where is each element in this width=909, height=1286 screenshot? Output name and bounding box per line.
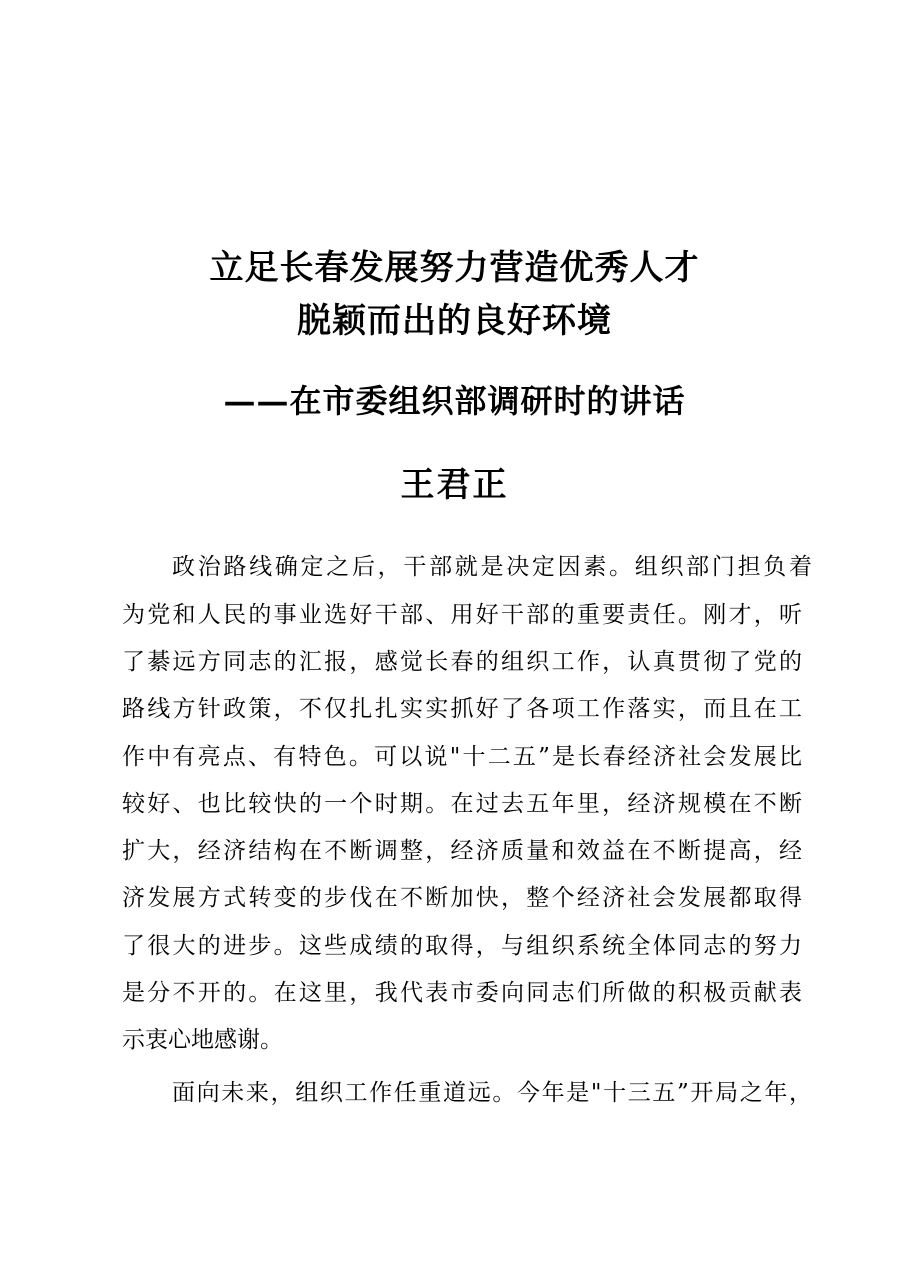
subtitle: ——在市委组织部调研时的讲话 [223, 382, 686, 420]
paragraph-1-line-7: 扩大，经济结构在不断调整，经济质量和效益在不断提高，经 [122, 838, 802, 864]
paragraph-1-line-3: 了綦远方同志的汇报，感觉长春的组织工作，认真贯彻了党的 [122, 649, 802, 675]
paragraph-1-line-6: 较好、也比较快的一个时期。在过去五年里，经济规模在不断 [122, 791, 802, 817]
title-line-2: 脱颖而出的良好环境 [297, 301, 612, 341]
paragraph-1-line-4: 路线方针政策，不仅扎扎实实抓好了各项工作落实，而且在工 [122, 696, 802, 722]
paragraph-1-line-5: 作中有亮点、有特色。可以说"十二五”是长春经济社会发展比 [122, 744, 802, 770]
paragraph-2-line-1: 面向未来，组织工作任重道远。今年是"十三五”开局之年， [172, 1080, 812, 1106]
paragraph-1-line-11: 示衷心地感谢。 [122, 1027, 283, 1053]
paragraph-1-line-10: 是分不开的。在这里，我代表市委向同志们所做的积极贡献表 [122, 980, 802, 1006]
paragraph-1-line-8: 济发展方式转变的步伐在不断加快，整个经济社会发展都取得 [122, 885, 802, 911]
paragraph-1-line-2: 为党和人民的事业选好干部、用好干部的重要责任。刚才，听 [122, 602, 802, 628]
author: 王君正 [400, 465, 509, 505]
paragraph-1-line-1: 政治路线确定之后，干部就是决定因素。组织部门担负着 [172, 554, 812, 580]
paragraph-1-line-9: 了很大的进步。这些成绩的取得，与组织系统全体同志的努力 [122, 933, 802, 959]
title-line-1: 立足长春发展努力营造优秀人才 [209, 248, 700, 288]
